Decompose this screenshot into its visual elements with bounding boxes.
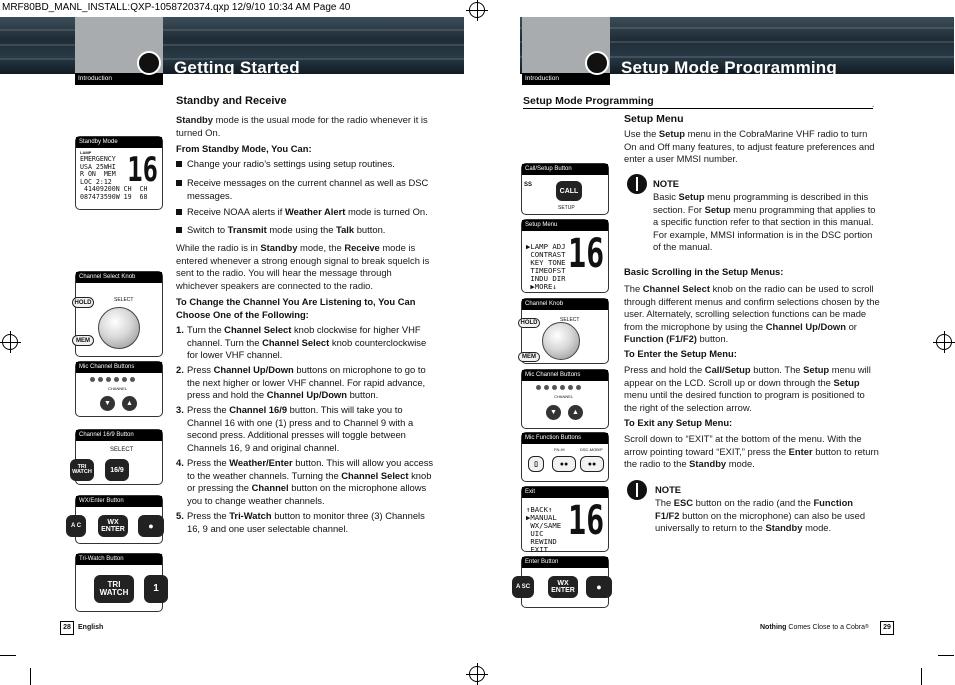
mic-channel-buttons-figure xyxy=(521,369,609,429)
setup-book-icon xyxy=(585,51,609,75)
mic-channel-buttons-figure xyxy=(75,361,163,417)
page-number: 28 xyxy=(60,621,74,635)
left-page-title: Getting Started xyxy=(174,58,300,77)
standby-receive-heading: Standby and Receive xyxy=(176,95,287,107)
call-setup-button-figure xyxy=(521,163,609,215)
basic-scrolling-heading: Basic Scrolling in the Setup Menus: xyxy=(624,266,784,277)
channel-select-knob-figure xyxy=(75,271,163,357)
step-item: 1. Turn the Channel Select knob clockwise for higher VHF channel. Turn the Channel Select knob counterclockwise for lower VHF channel. xyxy=(176,324,427,360)
lcd-menu-text: ▶LAMP ADJ CONTRAST KEY TONE TIMEOFST INDU DIR ▶MORE↓ xyxy=(526,242,566,291)
channel-knob-figure xyxy=(521,298,609,364)
lcd-channel-number: 16 xyxy=(567,498,604,544)
standby-intro: Standby mode is the usual mode for the radio whenever it is turned On. xyxy=(176,114,428,138)
from-standby-heading: From Standby Mode, You Can: xyxy=(176,143,312,154)
function-f1-button: ●● xyxy=(552,456,576,472)
note-icon xyxy=(627,480,647,500)
crop-mark xyxy=(30,668,31,685)
enter-button-figure xyxy=(515,556,609,608)
one-button: 1 xyxy=(144,575,168,603)
channel-up-button: ▲ xyxy=(568,405,583,420)
step-item: 5. Press the Tri-Watch button to monitor three (3) Channels 16, 9 and one user selectable channel. xyxy=(176,510,425,534)
registration-mark xyxy=(469,2,485,18)
wx-enter-button: WX ENTER xyxy=(548,576,578,598)
figure-label: Mic Function Buttons xyxy=(522,433,608,444)
setup-menu-text: Use the Setup menu in the CobraMarine VHF radio to turn On and Off many features, to adjust feature preferences and enter a user MMSI number. xyxy=(624,128,875,164)
crop-mark xyxy=(921,668,922,685)
function-f2-button: ●● xyxy=(580,456,604,472)
enter-setup-heading: To Enter the Setup Menu: xyxy=(624,348,737,359)
hold-button: HOLD xyxy=(72,297,94,308)
basic-scrolling-text: The Channel Select knob on the radio can be used to scroll through different menus and confirm selections chosen by the user. Alternately, scrolling selection functions can be made from the microphone by using the Channel Up/Down or Function (F1/F2) button. xyxy=(624,283,880,344)
figure-label: Call/Setup Button xyxy=(522,164,608,175)
note-title: NOTE xyxy=(655,484,682,495)
hold-button: HOLD xyxy=(518,318,540,328)
footer-tagline: Nothing Comes Close to a Cobra® xyxy=(760,624,869,631)
figure-label: Channel Select Knob xyxy=(76,272,162,283)
channel-down-button: ▼ xyxy=(546,405,561,420)
section-dot: . xyxy=(872,100,875,109)
round-button: ● xyxy=(586,576,612,598)
tri-watch-button-figure xyxy=(75,553,163,612)
mem-button: MEM xyxy=(72,335,94,346)
select-label: SELECT xyxy=(560,317,580,323)
registration-mark xyxy=(936,334,952,350)
exit-setup-heading: To Exit any Setup Menu: xyxy=(624,417,733,428)
wx-enter-button: WX ENTER xyxy=(98,515,128,537)
channel-select-knob xyxy=(98,307,140,349)
partial-button: A SC xyxy=(512,576,534,598)
registration-mark xyxy=(469,666,485,682)
list-item: Change your radio’s settings using setup routines. xyxy=(176,158,434,171)
getting-started-icon xyxy=(137,51,161,75)
select-label: SELECT xyxy=(114,297,134,303)
print-slug: MRF80BD_MANL_INSTALL:QXP-1058720374.qxp 12/9/10 10:34 AM Page 40 xyxy=(2,2,351,13)
lcd-text: EMERGENCY USA 25WHI R ON MEM LOC 2:12 41409200N CH CH 087473590W 19 68 xyxy=(80,155,148,201)
keypad-dots xyxy=(536,385,581,390)
receive-paragraph: While the radio is in Standby mode, the Receive mode is entered whenever a strong enough signal to break squelch is sent to the radio. You will hear the message through whichever speakers are connected to the radio. xyxy=(176,242,430,291)
note-title: NOTE xyxy=(653,178,680,189)
lamp-indicator: LAMP xyxy=(80,150,92,155)
note-text: The ESC button on the radio (and the Function F1/F2 button on the microphone) can also be used universally to return to the Standby mode. xyxy=(655,497,866,533)
mem-button: MEM xyxy=(518,352,540,362)
figure-label: Setup Menu xyxy=(522,220,608,231)
tri-watch-button: TRI WATCH xyxy=(94,575,134,603)
side-button: ▯ xyxy=(528,456,544,472)
section-heading: Setup Mode Programming xyxy=(523,95,654,107)
lcd-channel-number: 16 xyxy=(127,150,158,190)
step-item: 3. Press the Channel 16/9 button. This will take you to Channel 16 with one (1) press and to Channel 9 with a second press. Additional presses will toggle between Channels 16, 9 and original channel. xyxy=(176,404,414,453)
channel-up-button: ▲ xyxy=(122,396,137,411)
setup-label: SETUP xyxy=(558,205,575,211)
ss-label: SS xyxy=(524,182,533,188)
call-button: CALL xyxy=(556,181,582,201)
figure-label: Channel 16/9 Button xyxy=(76,430,162,441)
channel-label: CHANNEL xyxy=(554,394,574,399)
setup-menu-heading: Setup Menu xyxy=(624,113,684,125)
enter-setup-text: Press and hold the Call/Setup button. The Setup menu will appear on the LCD. Scroll up or down through the Setup menu until the desired function to program is positioned to the right of the selection arrow. xyxy=(624,364,871,413)
channel-down-button: ▼ xyxy=(100,396,115,411)
section-rule xyxy=(523,108,873,109)
footer-language: English xyxy=(78,624,104,631)
round-button: ● xyxy=(138,515,164,537)
list-item: Receive messages on the current channel as well as DSC messages. xyxy=(176,177,434,202)
tri-watch-button: TRI WATCH xyxy=(70,459,94,481)
keypad-dots xyxy=(90,377,135,382)
f1-label: FN-HI xyxy=(554,447,565,452)
list-item: Receive NOAA alerts if Weather Alert mode is turned On. xyxy=(176,206,434,219)
lcd-channel-number: 16 xyxy=(567,231,604,277)
channel-16-9-button: 16/9 xyxy=(105,459,129,481)
step-item: 2. Press Channel Up/Down buttons on microphone to go to the next higher or lower VHF channel. For rapid advance, press and hold the Channel Up/Down button. xyxy=(176,364,426,400)
exit-setup-text: Scroll down to “EXIT” at the bottom of the menu. With the arrow pointing toward “EXIT,” press the Enter button to return the radio to the Standby mode. xyxy=(624,433,879,469)
figure-label: Standby Mode xyxy=(76,137,162,148)
crop-mark xyxy=(0,655,16,656)
mic-function-buttons-figure xyxy=(521,432,609,482)
exit-menu-figure xyxy=(521,486,609,552)
registration-mark xyxy=(2,334,18,350)
figure-label: WX/Enter Button xyxy=(76,496,162,507)
f2-label: DSC-MOB/P xyxy=(580,447,603,452)
figure-label: Enter Button xyxy=(522,557,608,568)
wx-enter-button-figure xyxy=(70,495,163,544)
channel-16-9-button-figure xyxy=(72,429,163,485)
list-item: Switch to Transmit mode using the Talk button. xyxy=(176,224,434,237)
standby-mode-figure xyxy=(75,136,163,210)
right-page-title: Setup Mode Programming xyxy=(621,58,837,77)
setup-menu-figure xyxy=(521,219,609,293)
channel-select-knob xyxy=(542,322,580,360)
figure-label: Mic Channel Buttons xyxy=(522,370,608,381)
figure-label: Mic Channel Buttons xyxy=(76,362,162,373)
channel-label: CHANNEL xyxy=(108,386,128,391)
crop-mark xyxy=(938,655,954,656)
figure-label: Exit xyxy=(522,487,608,498)
note-text: Basic Setup menu programming is described in this section. For Setup menu programming that applies to a specific function refer to that section in this manual. For example, MMSI information is in the DSC portion of the manual. xyxy=(653,191,876,252)
change-channel-heading: To Change the Channel You Are Listening to, You Can Choose One of the Following: xyxy=(176,296,416,320)
figure-label: Channel Knob xyxy=(522,299,608,310)
partial-button: A C xyxy=(66,515,86,537)
note-icon xyxy=(627,174,647,194)
page-number: 29 xyxy=(880,621,894,635)
step-item: 4. Press the Weather/Enter button. This will allow you access to the weather channels. Turning the Channel Select knob or pressing the Channel button on the microphone allows you to change weather channels. xyxy=(176,457,434,506)
lcd-menu-text: ↑BACK↑ ▶MANUAL WX/SAME UIC REWIND EXIT xyxy=(526,505,562,554)
figure-label: Tri-Watch Button xyxy=(76,554,162,565)
right-intro-tab: Introduction xyxy=(522,73,610,85)
select-label: SELECT xyxy=(110,447,134,453)
left-intro-tab: Introduction xyxy=(75,73,163,85)
